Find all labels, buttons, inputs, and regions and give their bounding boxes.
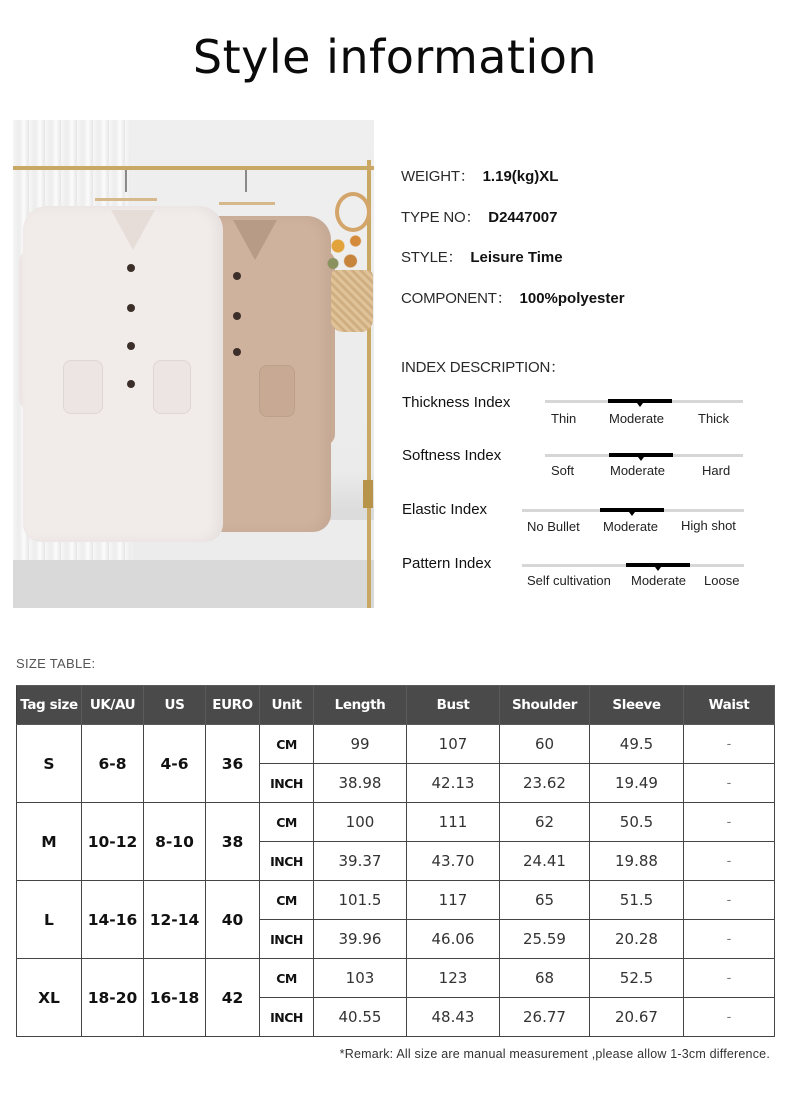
length-cell: 101.5 — [314, 881, 407, 920]
unit-cell: INCH — [260, 920, 314, 959]
header-waist: Waist — [684, 686, 775, 725]
info-style — [401, 246, 563, 267]
shoulder-cell: 62 — [500, 803, 590, 842]
unit-cell: INCH — [260, 842, 314, 881]
us-cell: 16-18 — [144, 959, 206, 1037]
shoulder-cell: 23.62 — [500, 764, 590, 803]
thickness-index-label: Thickness Index — [402, 394, 511, 411]
us-cell: 8-10 — [144, 803, 206, 881]
bust-cell: 46.06 — [407, 920, 500, 959]
info-label: COMPONENT： — [401, 290, 512, 307]
white-coat-pocket — [153, 360, 191, 414]
tag-size-cell: XL — [17, 959, 82, 1037]
bust-cell: 107 — [407, 725, 500, 764]
waist-cell: - — [684, 920, 775, 959]
size-table-title: SIZE TABLE: — [16, 656, 96, 671]
waist-cell: - — [684, 764, 775, 803]
tag-size-cell: L — [17, 881, 82, 959]
info-label: WEIGHT： — [401, 168, 475, 185]
unit-cell: INCH — [260, 764, 314, 803]
scale-selected-marker — [608, 399, 672, 403]
thickness-index-scale — [545, 400, 743, 403]
length-cell: 38.98 — [314, 764, 407, 803]
waist-cell: - — [684, 842, 775, 881]
elastic-index-label: Elastic Index — [402, 501, 488, 518]
table-row — [17, 881, 775, 920]
size-table-header — [17, 686, 775, 725]
header-shoulder: Shoulder — [500, 686, 590, 725]
shoulder-cell: 26.77 — [500, 998, 590, 1037]
page-title: Style information — [192, 30, 598, 84]
rack-joint — [363, 480, 373, 508]
info-weight — [401, 165, 558, 186]
bust-cell: 43.70 — [407, 842, 500, 881]
scale-option-selected: Moderate — [631, 573, 686, 588]
info-component — [401, 287, 625, 308]
euro-cell: 42 — [206, 959, 260, 1037]
info-value: Leisure Time — [470, 249, 563, 266]
sleeve-cell: 51.5 — [590, 881, 684, 920]
scale-option: Hard — [702, 463, 731, 478]
info-value: 1.19(kg)XL — [482, 168, 559, 185]
shoulder-cell: 68 — [500, 959, 590, 998]
scale-selected-marker — [600, 508, 664, 512]
coat-button — [233, 272, 241, 280]
header-uk-au: UK/AU — [82, 686, 144, 725]
unit-cell: CM — [260, 959, 314, 998]
floor — [13, 560, 374, 608]
length-cell: 39.37 — [314, 842, 407, 881]
header-us: US — [144, 686, 206, 725]
beige-coat-pocket — [259, 365, 295, 417]
elastic-index-scale — [522, 509, 744, 512]
scale-option: Thick — [698, 411, 730, 426]
bust-cell: 117 — [407, 881, 500, 920]
sleeve-cell: 50.5 — [590, 803, 684, 842]
coat-button — [127, 380, 135, 388]
pattern-index-scale — [522, 564, 744, 567]
euro-cell: 40 — [206, 881, 260, 959]
sleeve-cell: 20.67 — [590, 998, 684, 1037]
uk-au-cell: 18-20 — [82, 959, 144, 1037]
white-coat-pocket — [63, 360, 103, 414]
waist-cell: - — [684, 998, 775, 1037]
pattern-index-label: Pattern Index — [402, 555, 492, 572]
scale-option: High shot — [681, 518, 736, 533]
coat-button — [233, 348, 241, 356]
white-coat — [23, 206, 223, 542]
bust-cell: 111 — [407, 803, 500, 842]
scale-option-selected: Moderate — [609, 411, 664, 426]
sleeve-cell: 19.49 — [590, 764, 684, 803]
info-value: D2447007 — [488, 209, 558, 226]
product-photo — [13, 120, 374, 608]
hanger-hook — [125, 170, 127, 192]
bust-cell: 42.13 — [407, 764, 500, 803]
coat-button — [127, 304, 135, 312]
table-row — [17, 959, 775, 998]
scale-option: Loose — [704, 573, 740, 588]
table-row — [17, 725, 775, 764]
softness-index-label: Softness Index — [402, 447, 502, 464]
scale-option-selected: Moderate — [610, 463, 665, 478]
info-label: TYPE NO： — [401, 209, 481, 226]
hanger — [219, 202, 275, 205]
scale-option: Self cultivation — [527, 573, 611, 588]
length-cell: 100 — [314, 803, 407, 842]
scale-selected-marker — [626, 563, 690, 567]
tag-size-cell: S — [17, 725, 82, 803]
header-euro: EURO — [206, 686, 260, 725]
waist-cell: - — [684, 725, 775, 764]
us-cell: 12-14 — [144, 881, 206, 959]
sleeve-cell: 19.88 — [590, 842, 684, 881]
unit-cell: CM — [260, 725, 314, 764]
euro-cell: 36 — [206, 725, 260, 803]
unit-cell: CM — [260, 881, 314, 920]
hanger — [95, 198, 157, 201]
info-label: STYLE： — [401, 249, 463, 266]
table-row — [17, 803, 775, 842]
scale-option: Thin — [551, 411, 577, 426]
scale-option: Soft — [551, 463, 575, 478]
waist-cell: - — [684, 803, 775, 842]
bust-cell: 48.43 — [407, 998, 500, 1037]
sleeve-cell: 49.5 — [590, 725, 684, 764]
sleeve-cell: 20.28 — [590, 920, 684, 959]
uk-au-cell: 10-12 — [82, 803, 144, 881]
tag-size-cell: M — [17, 803, 82, 881]
length-cell: 99 — [314, 725, 407, 764]
hanger-hook — [245, 170, 247, 192]
waist-cell: - — [684, 881, 775, 920]
header-length: Length — [314, 686, 407, 725]
shoulder-cell: 24.41 — [500, 842, 590, 881]
bust-cell: 123 — [407, 959, 500, 998]
header-tag-size: Tag size — [17, 686, 82, 725]
coat-button — [233, 312, 241, 320]
us-cell: 4-6 — [144, 725, 206, 803]
uk-au-cell: 6-8 — [82, 725, 144, 803]
dried-flowers — [323, 226, 373, 276]
clothing-rail — [13, 166, 374, 170]
beige-coat-neckline — [233, 220, 277, 260]
rack-pole — [367, 160, 371, 608]
info-value: 100%polyester — [519, 290, 625, 307]
scale-selected-marker — [609, 453, 673, 457]
unit-cell: CM — [260, 803, 314, 842]
sleeve-cell: 52.5 — [590, 959, 684, 998]
shoulder-cell: 25.59 — [500, 920, 590, 959]
euro-cell: 38 — [206, 803, 260, 881]
header-bust: Bust — [407, 686, 500, 725]
length-cell: 40.55 — [314, 998, 407, 1037]
length-cell: 103 — [314, 959, 407, 998]
length-cell: 39.96 — [314, 920, 407, 959]
header-unit: Unit — [260, 686, 314, 725]
index-description-title: INDEX DESCRIPTION： — [401, 359, 565, 376]
scale-option: No Bullet — [527, 519, 580, 534]
white-coat-neckline — [111, 210, 155, 250]
size-table — [16, 685, 775, 1037]
scale-option-selected: Moderate — [603, 519, 658, 534]
remark-note: *Remark: All size are manual measurement ,please allow 1-3cm difference. — [339, 1047, 770, 1061]
header-sleeve: Sleeve — [590, 686, 684, 725]
info-type-no — [401, 206, 557, 227]
shoulder-cell: 60 — [500, 725, 590, 764]
waist-cell: - — [684, 959, 775, 998]
coat-button — [127, 264, 135, 272]
softness-index-scale — [545, 454, 743, 457]
shoulder-cell: 65 — [500, 881, 590, 920]
unit-cell: INCH — [260, 998, 314, 1037]
uk-au-cell: 14-16 — [82, 881, 144, 959]
straw-basket — [331, 270, 373, 332]
coat-button — [127, 342, 135, 350]
